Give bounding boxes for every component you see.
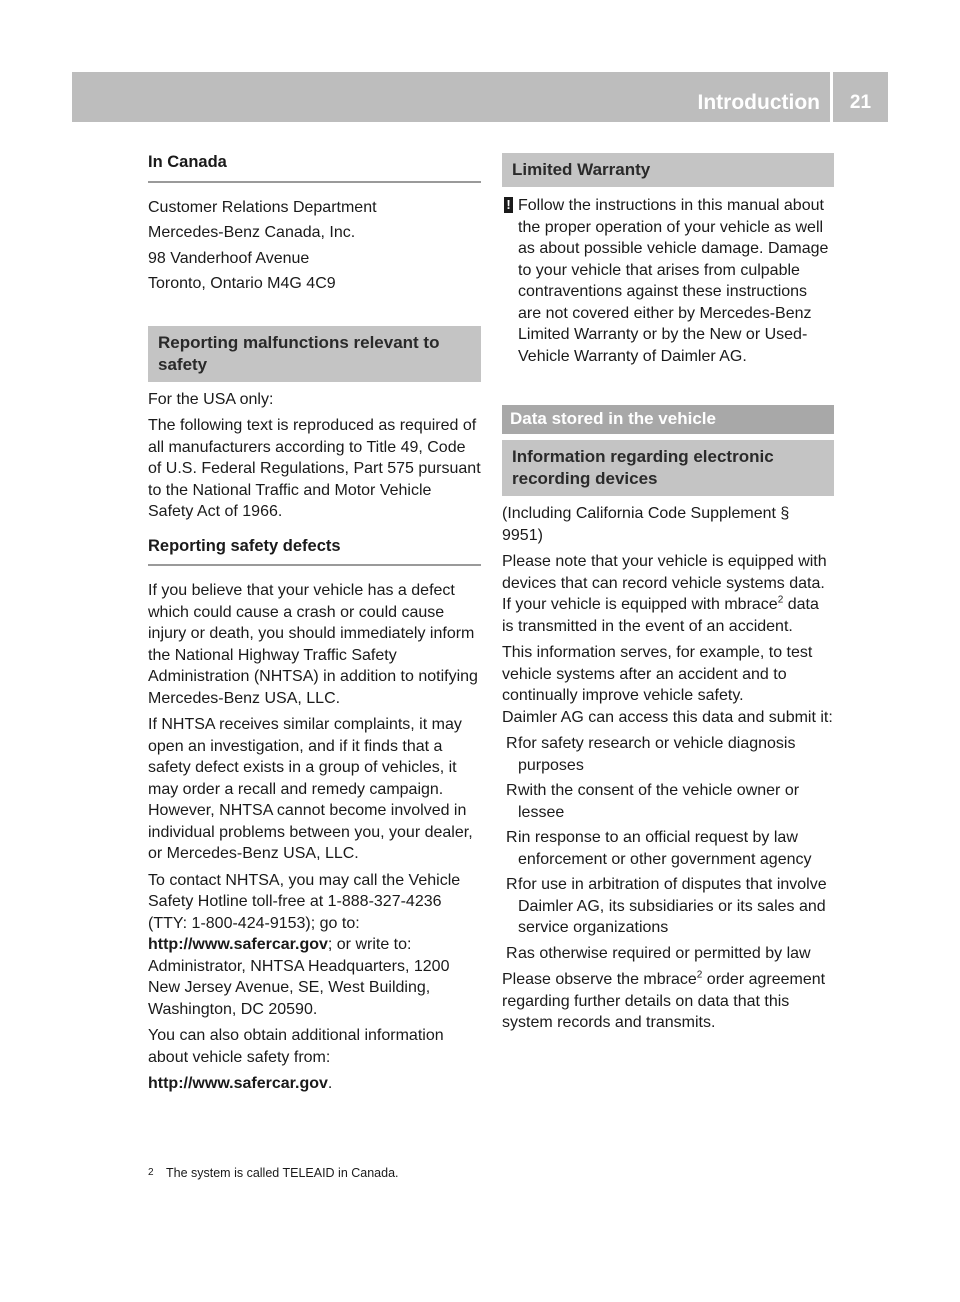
chapter-title: Introduction: [697, 91, 820, 114]
usa-only-note: For the USA only:: [148, 390, 274, 408]
heading-electronic-recording-devices: Information regarding electronic recording devices: [502, 440, 834, 496]
address-line: Toronto, Ontario M4G 4C9: [148, 275, 336, 292]
footnote-number: 2: [148, 1167, 154, 1178]
warning-note: [502, 195, 834, 367]
heading-reporting-malfunctions: Reporting malfunctions relevant to safety: [148, 326, 481, 382]
footnote-ref: 2: [777, 594, 784, 606]
defects-paragraph-1: If you believe that your vehicle has a defect which could cause a crash or could cause injury or death, you should immediately inform the National Highway Traffic Safety Administration (NHTSA) in addition to notifying Mercedes-Benz USA, LLC.: [148, 582, 478, 707]
defects-paragraph-3: [148, 870, 481, 1021]
erd-text: Please observe the mbrace: [502, 971, 697, 988]
list-item-text: in response to an official request by law enforcement or other government agency: [518, 829, 812, 868]
erd-paragraph-4: Daimler AG can access this data and submit it:: [502, 708, 833, 726]
page-number: 21: [849, 92, 872, 113]
canada-address: [148, 197, 481, 295]
footnote-text: The system is called TELEAID in Canada.: [166, 1166, 399, 1180]
warning-text: Follow the instructions in this manual about the proper operation of your vehicle as well as about possible vehicle damage. Damage to your vehicle that arises from culpable contraventions against these instructions are not covered either by Mercedes-Benz Limited Warranty or by the New or Used-Vehicle Warranty of Daimler AG.: [518, 197, 829, 365]
list-item-text: with the consent of the vehicle owner or lessee: [518, 782, 800, 821]
list-item: [502, 780, 834, 823]
bullet-icon: R: [506, 944, 518, 962]
heading-reporting-safety-defects: Reporting safety defects: [148, 536, 481, 567]
warning-icon: !: [504, 197, 513, 213]
right-column: [502, 153, 834, 1039]
malfunctions-intro: The following text is reproduced as required of all manufacturers according to Title 49, Code of U.S. Federal Regulations, Part 575 pursuant to the National Traffic and Motor Vehicle Safety Act of 1966.: [148, 417, 481, 520]
bullet-icon: R: [506, 876, 518, 893]
list-item: [502, 874, 834, 939]
defects-paragraph-4: You can also obtain additional information about vehicle safety from:: [148, 1027, 444, 1066]
heading-limited-warranty: Limited Warranty: [502, 153, 834, 187]
left-column: [148, 152, 481, 1100]
list-item-text: for use in arbitration of disputes that involve Daimler AG, its subsidiaries or its sales and service organizations: [518, 876, 827, 936]
footnote: [148, 1165, 399, 1181]
list-item: [502, 827, 834, 870]
erd-text: order agreement regarding further details on data that this system records and transmits.: [502, 971, 826, 1031]
erd-text: data is transmitted in the event of an accident.: [502, 596, 819, 635]
safercar-link[interactable]: http://www.safercar.gov: [148, 1075, 328, 1092]
heading-in-canada: In Canada: [148, 152, 481, 183]
safercar-link[interactable]: http://www.safercar.gov: [148, 936, 328, 953]
access-purposes-list: [502, 733, 834, 964]
address-text: ; or write to: Administrator, NHTSA Headquarters, 1200 New Jersey Avenue, SE, West Building, Washington, DC 20590.: [148, 936, 450, 1018]
footnote-ref: 2: [696, 969, 703, 981]
erd-paragraph-5: [502, 969, 834, 1034]
defects-paragraph-2: If NHTSA receives similar complaints, it may open an investigation, and if it finds that a safety defect exists in a group of vehicles, it may order a recall and remedy campaign. However, NHTSA cannot become involved in individual problems between you, your dealer, or Mercedes-Benz USA, LLC.: [148, 716, 473, 862]
list-item: [502, 943, 834, 965]
heading-data-stored: Data stored in the vehicle: [502, 405, 834, 434]
erd-paragraph-2: [502, 551, 834, 637]
list-item-text: for safety research or vehicle diagnosis purposes: [518, 735, 796, 774]
page-header: [72, 72, 888, 122]
address-line: 98 Vanderhoof Avenue: [148, 249, 310, 267]
address-line: Customer Relations Department: [148, 198, 377, 216]
list-item: [502, 733, 834, 776]
erd-paragraph-3: This information serves, for example, to test vehicle systems after an accident and to continually improve vehicle safety.: [502, 644, 813, 704]
bullet-icon: R: [506, 735, 518, 752]
erd-paragraph-1: (Including California Code Supplement § 9951): [502, 505, 790, 544]
period: .: [327, 1075, 333, 1092]
erd-text: Please note that your vehicle is equipped with devices that can record vehicle systems data. If your vehicle is equipped with mbrace: [502, 553, 827, 613]
list-item-text: as otherwise required or permitted by law: [518, 944, 811, 962]
bullet-icon: R: [506, 782, 518, 799]
defects-paragraph-5: [148, 1073, 481, 1095]
contact-text: To contact NHTSA, you may call the Vehicle Safety Hotline toll-free at 1-888-327-4236 (TTY: 1-800-424-9153); go to:: [148, 871, 461, 932]
bullet-icon: R: [506, 829, 518, 846]
address-line: Mercedes-Benz Canada, Inc.: [148, 224, 356, 241]
